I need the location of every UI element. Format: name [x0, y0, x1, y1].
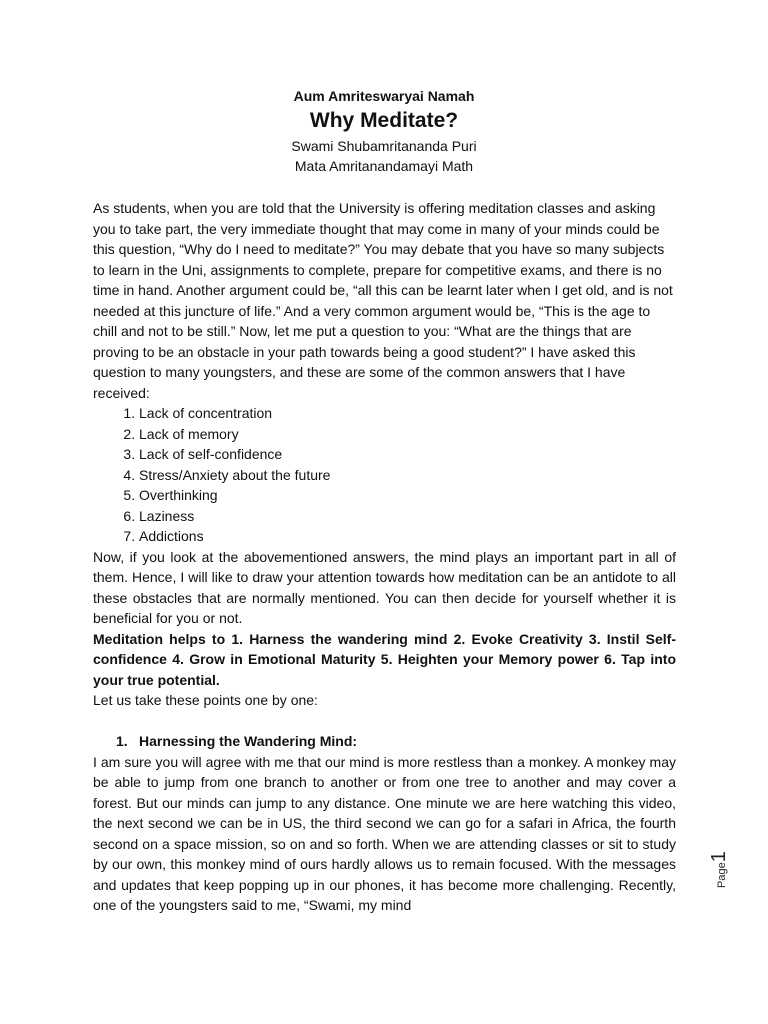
section-heading-text: Harnessing the Wandering Mind: [139, 733, 358, 749]
mind-paragraph: Now, if you look at the abovementioned answers, the mind plays an important part in all of them. Hence, I will like to draw your attention towards how meditation can be an antidote to all these obstacles that are normally mentioned. You can then decide for yourself whether it is beneficial for you or not. [93, 548, 676, 626]
section-number: 1. [116, 733, 128, 749]
invocation: Aum Amriteswaryai Namah [293, 88, 475, 104]
transition-text: Let us take these points one by one: [93, 692, 318, 708]
document-body [93, 198, 676, 916]
section-heading [93, 731, 676, 752]
author-name: Swami Shubamritananda Puri [291, 138, 477, 154]
paragraph-spacer [93, 711, 676, 732]
list-item: 4. Stress/Anxiety about the future [139, 465, 676, 486]
list-item: 7. Addictions [139, 526, 676, 547]
benefits-paragraph: Meditation helps to 1. Harness the wandering mind 2. Evoke Creativity 3. Instil Self-confidence 4. Grow in Emotional Maturity 5. Heighten your Memory power 6. Tap into your true potential. [93, 630, 676, 688]
page-number [708, 851, 731, 888]
document-header [0, 86, 768, 176]
page-title: Why Meditate? [309, 109, 459, 132]
list-item: 1. Lack of concentration [139, 403, 676, 424]
list-item: 3. Lack of self-confidence [139, 444, 676, 465]
page-label: Page [716, 862, 728, 888]
list-item: 2. Lack of memory [139, 424, 676, 445]
intro-paragraph: As students, when you are told that the University is offering meditation classes and asking you to take part, the very immediate thought that may come in many of your minds could be this question, “Why do I need to meditate?” You may debate that you have so many subjects to learn in the Uni, assignments to complete, prepare for competitive exams, and there is no time in hand. Another argument could be, “all this can be learnt later when I get old, and is not needed at this juncture of life.” And a very common argument would be, “This is the age to chill and not to be still.” Now, let me put a question to you: “What are the things that are proving to be an obstacle in your path towards being a good student?” I have asked this question to many youngsters, and these are some of the common answers that I have received: [93, 200, 673, 401]
page-number-value: 1 [708, 851, 730, 863]
section-paragraph: I am sure you will agree with me that our mind is more restless than a monkey. A monkey may be able to jump from one branch to another or from one tree to another and may cover a forest. But our minds can jump to any distance. One minute we are here watching this video, the next second we can be in US, the third second we can go for a safari in Africa, the fourth second on a space mission, so on and so forth. When we are attending classes or sit to study by our own, this monkey mind of ours hardly allows us to remain focused. With the messages and updates that keep popping up in our phones, it has become more challenging. Recently, one of the youngsters said to me, “Swami, my mind [93, 753, 676, 913]
list-item: 5. Overthinking [139, 485, 676, 506]
obstacle-list [93, 403, 676, 547]
list-item: 6. Laziness [139, 506, 676, 527]
organization-name: Mata Amritanandamayi Math [294, 158, 474, 174]
